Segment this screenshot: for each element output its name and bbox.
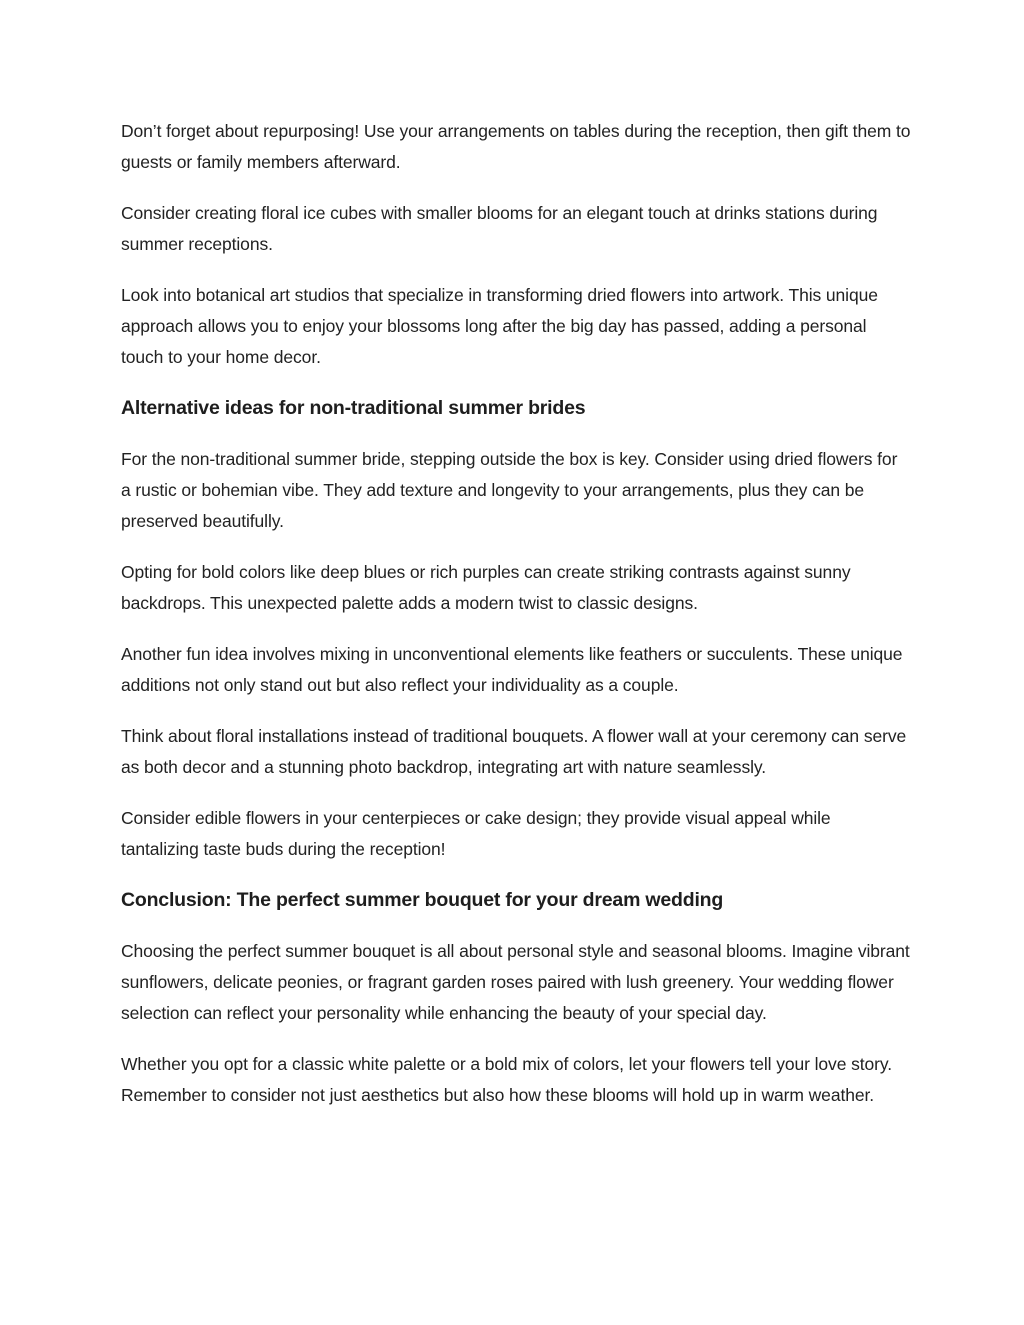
paragraph-bold-colors: Opting for bold colors like deep blues or rich purples can create striking contrasts against sunny backdrops. This unexpected palette adds a modern twist to classic designs. [121, 562, 851, 613]
document-page [121, 116, 911, 1131]
paragraph-botanical-art: Look into botanical art studios that specialize in transforming dried flowers into artwork. This unique approach allows you to enjoy your blossoms long after the big day has passed, adding a personal touch to your home decor. [121, 285, 878, 367]
paragraph-choosing-bouquet: Choosing the perfect summer bouquet is all about personal style and seasonal blooms. Imagine vibrant sunflowers, delicate peonies, or fragrant garden roses paired with lush greenery. Your wedding flower selection can reflect your personality while enhancing the beauty of your special day. [121, 941, 910, 1023]
paragraph-edible-flowers: Consider edible flowers in your centerpieces or cake design; they provide visual appeal while tantalizing taste buds during the reception! [121, 808, 831, 859]
paragraph-floral-ice-cubes: Consider creating floral ice cubes with smaller blooms for an elegant touch at drinks stations during summer receptions. [121, 203, 878, 254]
paragraph-unconventional-elements: Another fun idea involves mixing in unconventional elements like feathers or succulents. These unique additions not only stand out but also reflect your individuality as a couple. [121, 644, 903, 695]
paragraph-floral-installations: Think about floral installations instead of traditional bouquets. A flower wall at your ceremony can serve as both decor and a stunning photo backdrop, integrating art with nature seamlessly. [121, 726, 907, 777]
section-heading-alternative-ideas: Alternative ideas for non-traditional summer brides [121, 397, 586, 419]
paragraph-dried-flowers: For the non-traditional summer bride, stepping outside the box is key. Consider using dried flowers for a rustic or bohemian vibe. They add texture and longevity to your arrangements, plus they can be preserved beautifully. [121, 449, 898, 531]
paragraph-love-story: Whether you opt for a classic white palette or a bold mix of colors, let your flowers tell your love story. Remember to consider not just aesthetics but also how these blooms will hold up in warm weather. [121, 1054, 892, 1105]
section-heading-conclusion: Conclusion: The perfect summer bouquet for your dream wedding [121, 889, 724, 911]
paragraph-repurposing: Don’t forget about repurposing! Use your arrangements on tables during the reception, then gift them to guests or family members afterward. [121, 121, 911, 172]
